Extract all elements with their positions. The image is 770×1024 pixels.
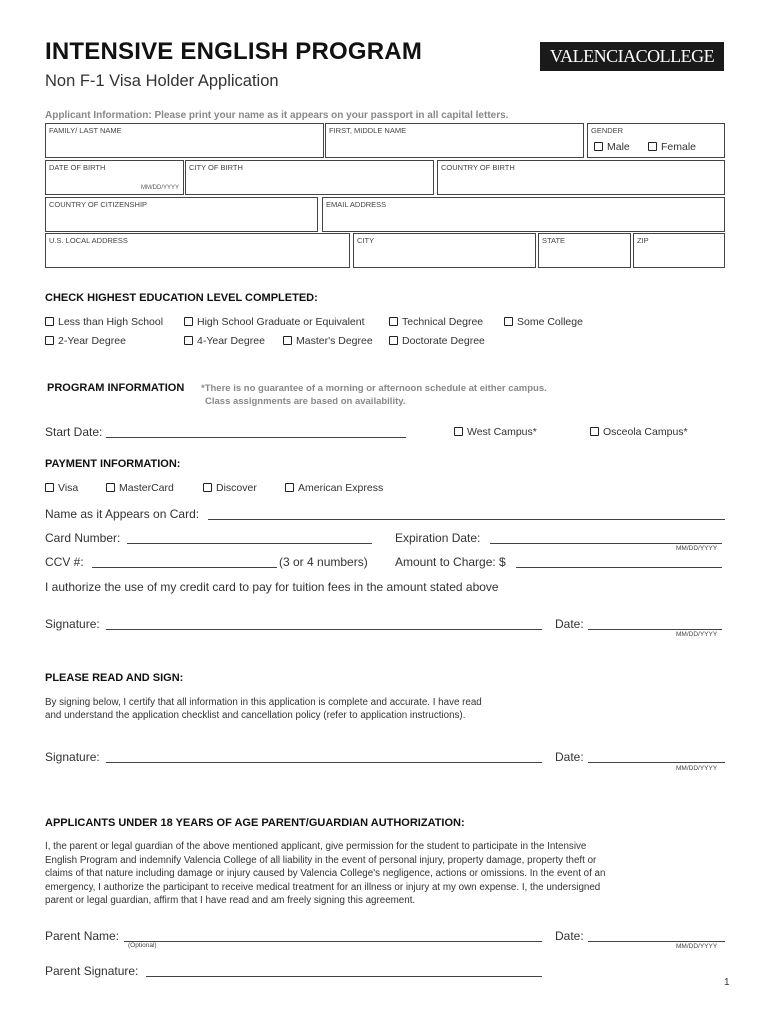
read-date-format: MM/DD/YYYY (676, 765, 718, 772)
edu-option[interactable] (389, 316, 483, 328)
dob-field[interactable] (45, 160, 184, 195)
checkbox-icon[interactable] (184, 317, 193, 326)
card-option[interactable] (45, 482, 78, 494)
city-label: CITY (357, 236, 375, 245)
read-date-input[interactable] (588, 762, 725, 763)
checkbox-icon[interactable] (45, 336, 54, 345)
read-signature-input[interactable] (106, 762, 542, 763)
card-number-input[interactable] (127, 543, 372, 544)
read-date-label: Date: (555, 750, 584, 764)
citizenship-label: COUNTRY OF CITIZENSHIP (49, 200, 148, 209)
guardian-line: claims of that nature including damage or injury caused by Valencia College's negligence, actions or omissions. In the event of an (45, 868, 606, 879)
edu-label: Master's Degree (296, 335, 373, 347)
city-field[interactable] (353, 233, 536, 268)
card-label: Visa (58, 482, 79, 494)
male-option[interactable] (594, 141, 630, 153)
male-checkbox[interactable] (594, 142, 603, 151)
page-title: INTENSIVE ENGLISH PROGRAM (45, 38, 423, 65)
edu-label: Technical Degree (402, 316, 484, 328)
checkbox-icon[interactable] (283, 336, 292, 345)
west-campus-option[interactable] (454, 426, 537, 438)
parent-name-input[interactable] (124, 941, 542, 942)
program-note-1: *There is no guarantee of a morning or afternoon schedule at either campus. (201, 383, 547, 394)
expiration-format: MM/DD/YYYY (676, 545, 718, 552)
read-sign-line-1: By signing below, I certify that all information in this application is complete and accurate. I have read (45, 697, 482, 708)
address-field[interactable] (45, 233, 350, 268)
card-label: American Express (298, 482, 384, 494)
expiration-label: Expiration Date: (395, 531, 481, 545)
read-sign-heading: PLEASE READ AND SIGN: (45, 672, 184, 684)
payment-date-input[interactable] (588, 629, 722, 630)
family-name-label: FAMILY/ LAST NAME (49, 126, 122, 135)
parent-signature-label: Parent Signature: (45, 964, 139, 978)
email-field[interactable] (322, 197, 725, 232)
guardian-heading: APPLICANTS UNDER 18 YEARS OF AGE PARENT/GUARDIAN AUTHORIZATION: (45, 817, 465, 829)
guardian-line: emergency, I authorize the participant to receive medical treatment for an illness or injury at my own expense. I, the undersigned (45, 881, 601, 893)
page-number: 1 (724, 977, 730, 988)
edu-option[interactable] (389, 335, 485, 347)
zip-field[interactable] (633, 233, 725, 268)
male-label: Male (607, 141, 630, 153)
page-subtitle: Non F-1 Visa Holder Application (45, 72, 279, 90)
address-label: U.S. LOCAL ADDRESS (49, 236, 128, 245)
checkbox-icon[interactable] (504, 317, 513, 326)
citizenship-field[interactable] (45, 197, 318, 232)
authorize-text: I authorize the use of my credit card to pay for tuition fees in the amount stated above (45, 580, 499, 594)
gender-label: GENDER (591, 126, 624, 135)
name-on-card-label: Name as it Appears on Card: (45, 507, 200, 521)
checkbox-icon[interactable] (184, 336, 193, 345)
ccv-input[interactable] (92, 567, 277, 568)
female-label: Female (661, 141, 697, 153)
checkbox-icon[interactable] (389, 336, 398, 345)
gender-field (587, 123, 725, 158)
program-heading: PROGRAM INFORMATION (47, 382, 185, 394)
edu-option[interactable] (504, 316, 583, 328)
start-date-input[interactable] (106, 437, 406, 438)
card-option[interactable] (285, 482, 383, 494)
payment-heading: PAYMENT INFORMATION: (45, 458, 181, 470)
edu-option[interactable] (45, 335, 126, 347)
first-name-label: FIRST, MIDDLE NAME (329, 126, 407, 135)
start-date-label: Start Date: (45, 425, 103, 439)
program-note-2: Class assignments are based on availability. (205, 396, 406, 407)
checkbox-icon[interactable] (454, 427, 463, 436)
payment-signature-label: Signature: (45, 617, 100, 631)
payment-date-format: MM/DD/YYYY (676, 631, 718, 638)
edu-option[interactable] (45, 316, 163, 328)
name-on-card-input[interactable] (208, 519, 725, 520)
expiration-input[interactable] (490, 543, 722, 544)
edu-label: Some College (517, 316, 583, 328)
ccv-label: CCV #: (45, 555, 84, 569)
osceola-campus-option[interactable] (590, 426, 688, 438)
checkbox-icon[interactable] (203, 483, 212, 492)
edu-option[interactable] (184, 316, 365, 328)
guardian-date-input[interactable] (588, 941, 725, 942)
state-field[interactable] (538, 233, 631, 268)
city-of-birth-label: CITY OF BIRTH (189, 163, 243, 172)
education-heading: CHECK HIGHEST EDUCATION LEVEL COMPLETED: (45, 292, 318, 304)
card-label: MasterCard (119, 482, 174, 494)
osceola-campus-label: Osceola Campus* (603, 426, 688, 438)
email-label: EMAIL ADDRESS (326, 200, 387, 209)
country-of-birth-label: COUNTRY OF BIRTH (441, 163, 515, 172)
parent-name-label: Parent Name: (45, 929, 120, 943)
dob-format: MM/DD/YYYY (141, 185, 180, 191)
payment-signature-input[interactable] (106, 629, 542, 630)
guardian-line: parent or legal guardian, affirm that I have read and am freely signing this agreement. (45, 895, 416, 906)
payment-date-label: Date: (555, 617, 584, 631)
dob-label: DATE OF BIRTH (49, 163, 106, 172)
state-label: STATE (542, 236, 566, 245)
amount-input[interactable] (516, 567, 722, 568)
parent-signature-input[interactable] (146, 976, 542, 977)
guardian-line: English Program and indemnify Valencia College of all liability in the event of personal injury, property damage, property theft or (45, 854, 597, 866)
edu-label: High School Graduate or Equivalent (197, 316, 365, 328)
amount-label: Amount to Charge: $ (395, 555, 506, 569)
west-campus-label: West Campus* (467, 426, 537, 438)
guardian-date-format: MM/DD/YYYY (676, 943, 718, 950)
country-of-birth-field[interactable] (437, 160, 725, 195)
edu-label: 4-Year Degree (197, 335, 265, 347)
edu-label: 2-Year Degree (58, 335, 126, 347)
female-option[interactable] (648, 141, 696, 153)
ccv-note: (3 or 4 numbers) (279, 555, 368, 569)
guardian-date-label: Date: (555, 929, 584, 943)
checkbox-icon[interactable] (45, 317, 54, 326)
card-option[interactable] (106, 482, 174, 494)
female-checkbox[interactable] (648, 142, 657, 151)
checkbox-icon[interactable] (285, 483, 294, 492)
valencia-college-logo: VALENCIACOLLEGE (540, 42, 724, 71)
optional-note: (Optional) (128, 942, 157, 949)
first-name-field[interactable] (325, 123, 584, 158)
zip-label: ZIP (637, 236, 649, 245)
read-sign-line-2: and understand the application checklist and cancellation policy (refer to application instructions). (45, 710, 466, 721)
card-number-label: Card Number: (45, 531, 121, 545)
card-label: Discover (216, 482, 257, 494)
card-option[interactable] (203, 482, 257, 494)
edu-label: Less than High School (58, 316, 164, 328)
city-of-birth-field[interactable] (185, 160, 434, 195)
guardian-line: I, the parent or legal guardian of the above mentioned applicant, give permission for the student to participate in the Intensive (45, 841, 587, 852)
checkbox-icon[interactable] (45, 483, 54, 492)
checkbox-icon[interactable] (590, 427, 599, 436)
family-name-field[interactable] (45, 123, 324, 158)
checkbox-icon[interactable] (389, 317, 398, 326)
edu-option[interactable] (283, 335, 373, 347)
checkbox-icon[interactable] (106, 483, 115, 492)
edu-option[interactable] (184, 335, 265, 347)
read-signature-label: Signature: (45, 750, 100, 764)
edu-label: Doctorate Degree (402, 335, 485, 347)
applicant-note: Applicant Information: Please print your name as it appears on your passport in all capital letters. (45, 110, 509, 121)
